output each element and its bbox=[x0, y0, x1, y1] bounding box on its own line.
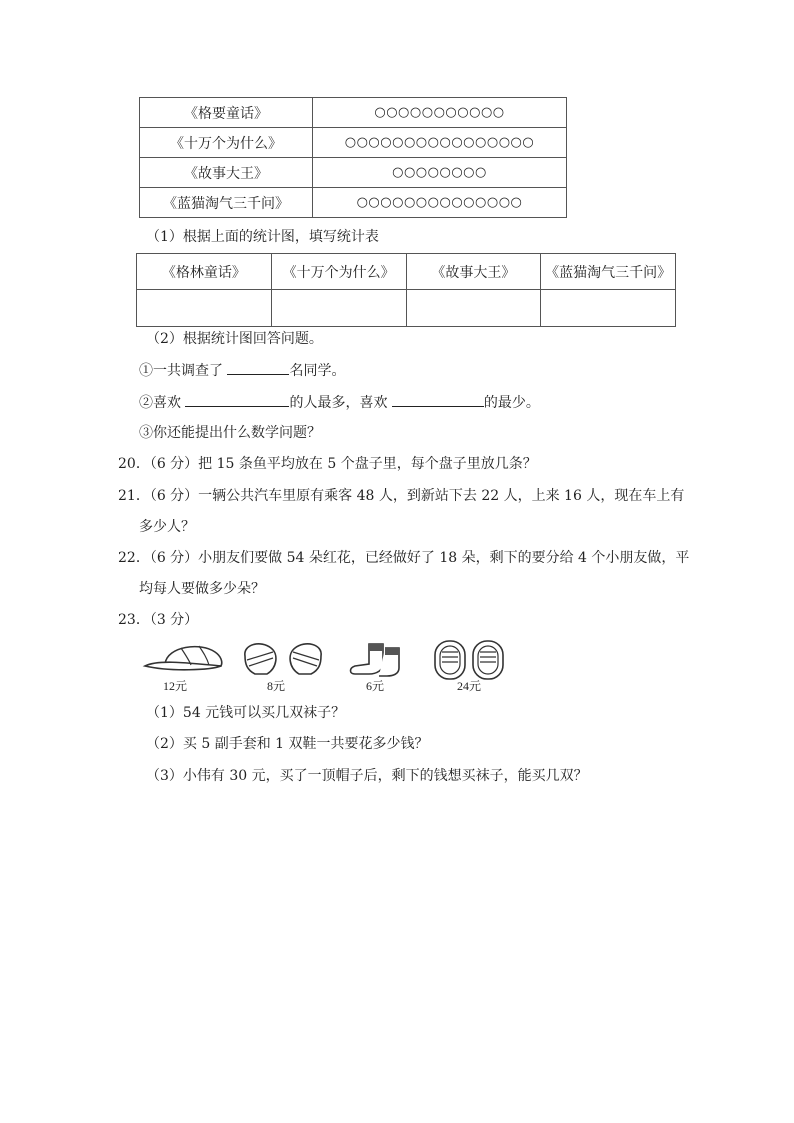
answer-cell[interactable] bbox=[541, 290, 676, 327]
question-21-line1: 21．（6 分）一辆公共汽车里原有乘客 48 人，到新站下去 22 人，上来 16 人，现在车上有 bbox=[118, 488, 685, 504]
price-items-strip bbox=[139, 638, 511, 694]
fill-in-table bbox=[136, 253, 676, 327]
question-20: 20．（6 分）把 15 条鱼平均放在 5 个盘子里，每个盘子里放几条？ bbox=[118, 456, 537, 472]
circle-count: ○○○○○○○○○○○○○○○○ bbox=[313, 128, 567, 158]
answer-row bbox=[137, 290, 676, 327]
circle-count: ○○○○○○○○ bbox=[313, 158, 567, 188]
question-2b bbox=[139, 392, 540, 413]
mittens-item bbox=[237, 638, 329, 694]
header-cell: 《故事大王》 bbox=[406, 254, 541, 290]
question-22-line1: 22．（6 分）小朋友们要做 54 朵红花，已经做好了 18 朵，剩下的要分给 4 个小朋友做，平 bbox=[118, 550, 690, 566]
question-text: 的人最多，喜欢 bbox=[289, 395, 392, 411]
header-cell: 《蓝猫淘气三千问》 bbox=[541, 254, 676, 290]
book-name: 《故事大王》 bbox=[140, 158, 313, 188]
mittens-icon bbox=[237, 638, 329, 680]
answer-cell[interactable] bbox=[137, 290, 272, 327]
question-23-3: （3）小伟有 30 元，买了一顶帽子后，剩下的钱想买袜子，能买几双？ bbox=[146, 768, 588, 784]
table-row bbox=[140, 98, 567, 128]
cap-item bbox=[141, 638, 233, 694]
socks-item bbox=[339, 638, 415, 694]
answer-blank[interactable] bbox=[392, 392, 484, 407]
answer-blank[interactable] bbox=[185, 392, 289, 407]
question-2c: ③你还能提出什么数学问题？ bbox=[139, 425, 321, 441]
price-label: 8元 bbox=[267, 679, 286, 693]
cap-icon bbox=[141, 638, 233, 678]
header-cell: 《格林童话》 bbox=[137, 254, 272, 290]
question-23-label: 23．（3 分） bbox=[118, 612, 199, 628]
question-1-label: （1）根据上面的统计图，填写统计表 bbox=[146, 229, 379, 245]
answer-blank[interactable] bbox=[227, 360, 289, 375]
answer-cell[interactable] bbox=[406, 290, 541, 327]
circle-count: ○○○○○○○○○○○ bbox=[313, 98, 567, 128]
table-row bbox=[140, 188, 567, 218]
price-label: 24元 bbox=[457, 679, 482, 693]
question-21-line2: 多少人？ bbox=[139, 519, 195, 535]
book-name: 《蓝猫淘气三千问》 bbox=[140, 188, 313, 218]
table-row bbox=[140, 158, 567, 188]
question-22-line2: 均每人要做多少朵？ bbox=[139, 581, 265, 597]
price-label: 6元 bbox=[366, 679, 385, 693]
question-23-2: （2）买 5 副手套和 1 双鞋一共要花多少钱？ bbox=[146, 736, 429, 752]
price-label: 12元 bbox=[163, 679, 188, 693]
question-text: ①一共调查了 bbox=[139, 363, 228, 379]
table-row bbox=[140, 128, 567, 158]
shoes-icon bbox=[429, 638, 511, 682]
question-text: 的最少。 bbox=[483, 395, 540, 411]
book-name: 《格要童话》 bbox=[140, 98, 313, 128]
header-cell: 《十万个为什么》 bbox=[271, 254, 406, 290]
pictograph-table bbox=[139, 97, 567, 218]
book-name: 《十万个为什么》 bbox=[140, 128, 313, 158]
circle-count: ○○○○○○○○○○○○○○ bbox=[313, 188, 567, 218]
table-header-row bbox=[137, 254, 676, 290]
question-text: ②喜欢 bbox=[139, 395, 186, 411]
question-2a bbox=[139, 360, 345, 381]
question-text: 名同学。 bbox=[289, 363, 346, 379]
question-2-label: （2）根据统计图回答问题。 bbox=[146, 331, 323, 347]
shoes-item bbox=[429, 638, 511, 694]
socks-icon bbox=[339, 638, 415, 680]
answer-cell[interactable] bbox=[271, 290, 406, 327]
question-23-1: （1）54 元钱可以买几双袜子？ bbox=[146, 705, 346, 721]
